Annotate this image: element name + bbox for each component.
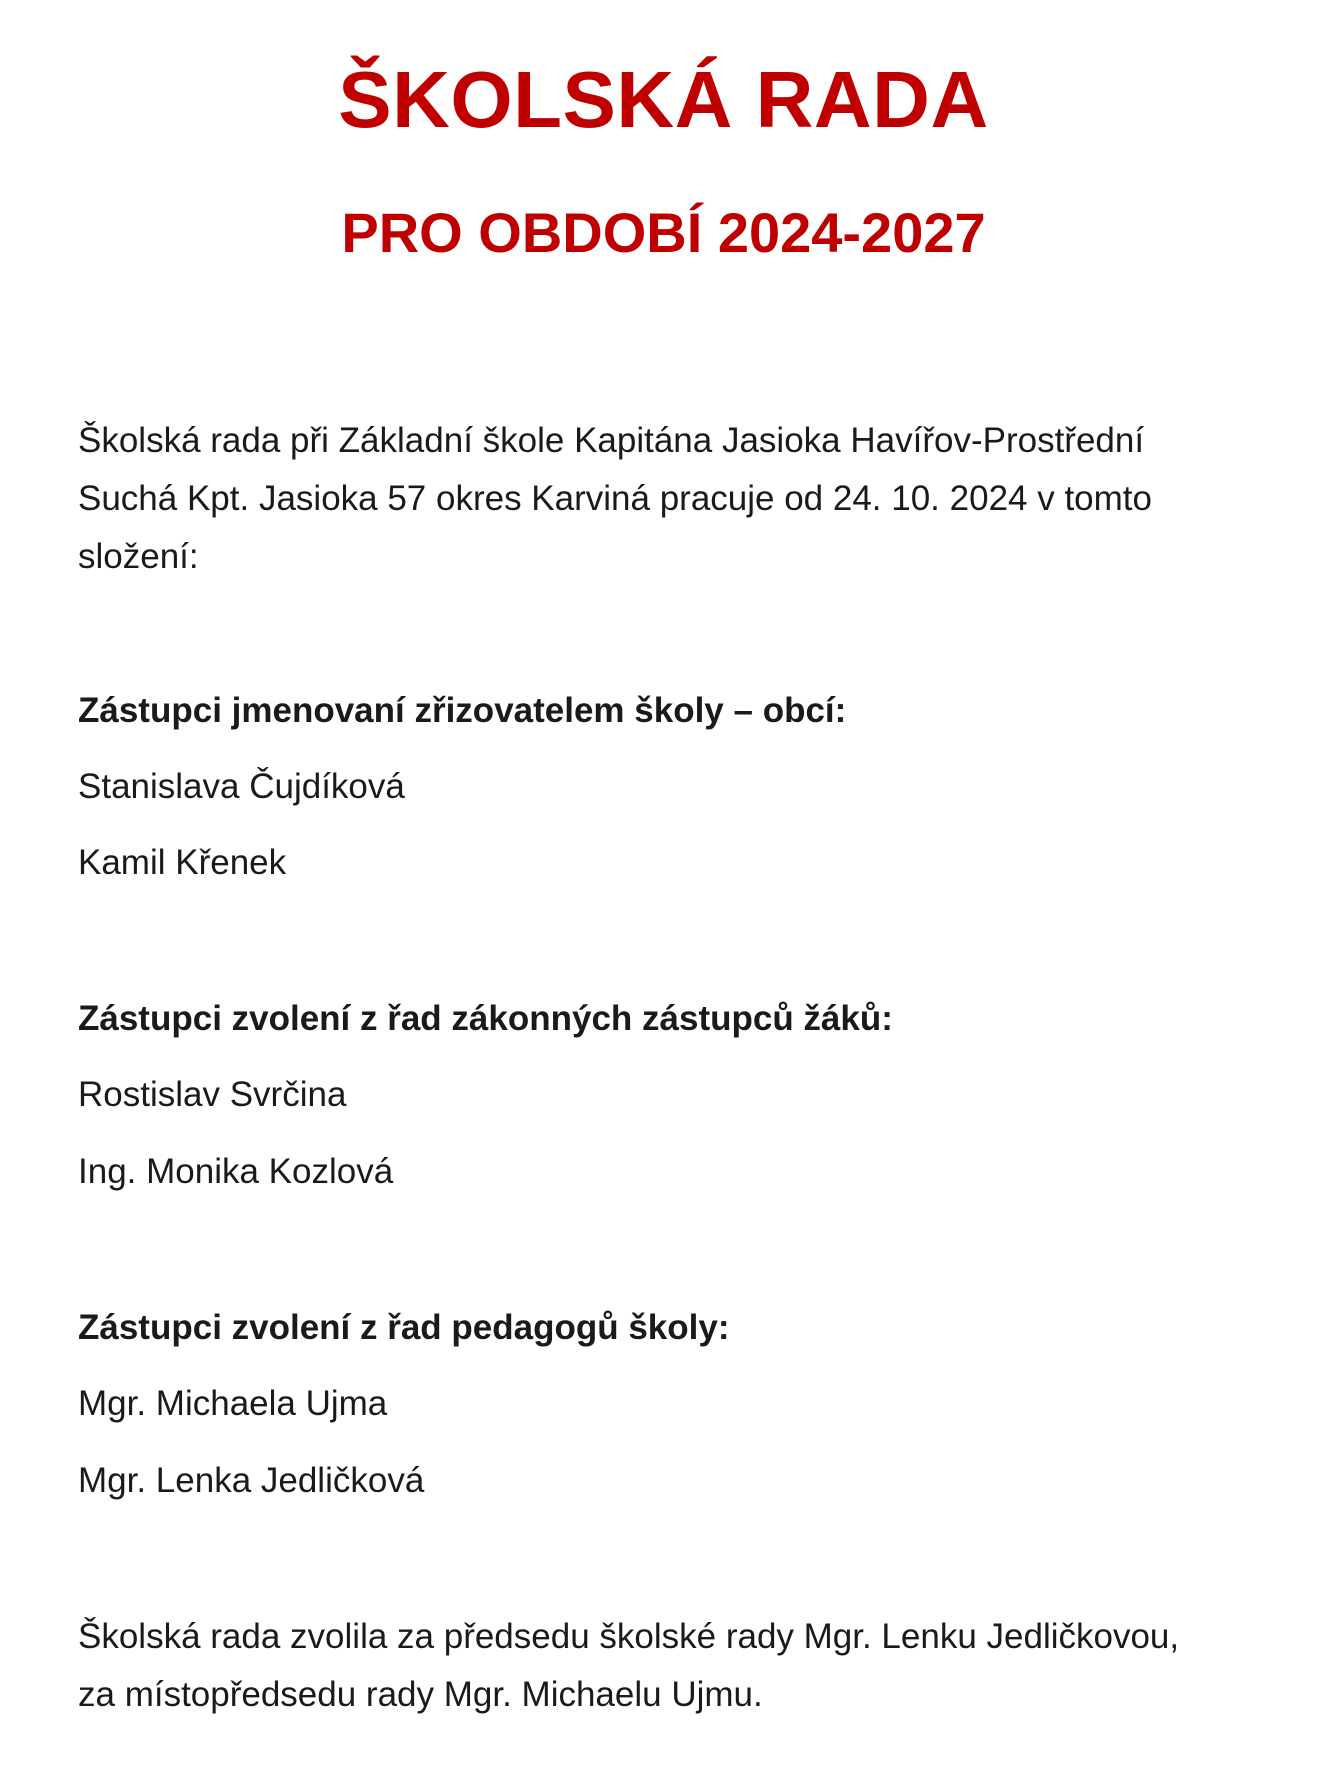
member-name: Kamil Křenek <box>78 843 287 882</box>
member-name: Rostislav Svrčina <box>78 1075 347 1114</box>
closing-line: za místopředsedu rady Mgr. Michaelu Ujmu. <box>78 1675 763 1714</box>
member-name: Mgr. Lenka Jedličková <box>78 1461 425 1500</box>
document-title: ŠKOLSKÁ RADA <box>338 55 989 144</box>
member-name: Mgr. Michaela Ujma <box>78 1384 388 1423</box>
intro-line: Suchá Kpt. Jasioka 57 okres Karviná pracuje od 24. 10. 2024 v tomto <box>78 479 1152 518</box>
member-name: Stanislava Čujdíková <box>78 767 405 806</box>
member-name: Ing. Monika Kozlová <box>78 1152 394 1191</box>
document-subtitle: PRO OBDOBÍ 2024-2027 <box>341 201 986 264</box>
closing-line: Školská rada zvolila za předsedu školské rady Mgr. Lenku Jedličkovou, <box>78 1617 1180 1656</box>
section-heading-teachers: Zástupci zvolení z řad pedagogů školy: <box>78 1308 730 1347</box>
section-heading-founder: Zástupci jmenovaní zřizovatelem školy – obcí: <box>78 691 847 730</box>
intro-line: složení: <box>78 537 199 576</box>
section-heading-parents: Zástupci zvolení z řad zákonných zástupců žáků: <box>78 999 893 1038</box>
intro-line: Školská rada při Základní škole Kapitána Jasioka Havířov-Prostřední <box>78 421 1145 460</box>
